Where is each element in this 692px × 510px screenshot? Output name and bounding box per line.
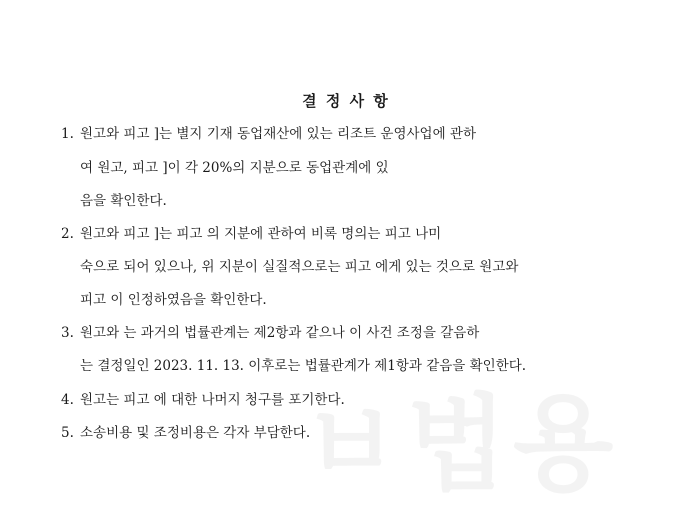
item-text-line: 피고 이 인정하였음을 확인한다. [80, 292, 267, 308]
item-text-line: 숙으로 되어 있으나, 위 지분이 실질적으로는 피고 에게 있는 것으로 원고와 [80, 259, 519, 275]
item-text-line: 소송비용 및 조정비용은 각자 부담한다. [80, 425, 311, 441]
item-number: 2. [61, 226, 74, 242]
item-number: 5. [61, 425, 74, 441]
item-text-line: 원고와 피고 ]는 피고 의 지분에 관하여 비록 명의는 피고 나미 [80, 226, 442, 242]
item-number: 4. [61, 392, 74, 408]
item-text-line: 여 원고, 피고 ]이 각 20%의 지분으로 동업관계에 있 [80, 160, 389, 176]
item-text-line: 는 결정일인 2023. 11. 13. 이후로는 법률관계가 제1항과 같음을 확인한다. [80, 358, 527, 374]
item-text-line: 원고는 피고 에 대한 나머지 청구를 포기한다. [80, 392, 345, 408]
document-title: 결 정 사 항 [302, 92, 390, 110]
item-text-line: 원고와 는 과거의 법률관계는 제2항과 같으나 이 사건 조정을 갈음하 [80, 325, 480, 341]
item-text-line: 원고와 피고 ]는 별지 기재 동업재산에 있는 리조트 운영사업에 관하 [80, 126, 476, 142]
item-number: 3. [61, 325, 74, 341]
court-watermark [300, 360, 619, 510]
item-number: 1. [61, 126, 74, 142]
item-text-line: 음을 확인한다. [80, 193, 167, 209]
